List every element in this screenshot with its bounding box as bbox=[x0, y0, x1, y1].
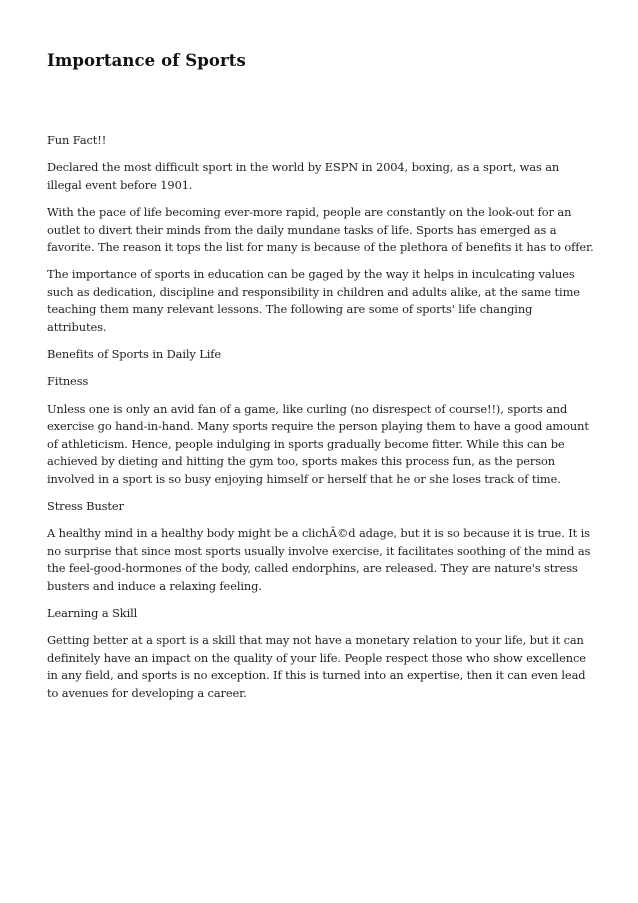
subheading-fitness: Fitness bbox=[47, 374, 89, 389]
paragraph-fun-fact-heading: Fun Fact!! bbox=[47, 133, 107, 147]
subheading-learning-skill: Learning a Skill bbox=[47, 605, 138, 620]
subheading-stress-buster: Stress Buster bbox=[47, 498, 124, 513]
paragraph-education: The importance of sports in education can be gaged by the way it helps in inculcating values such as dedication, discipline and responsibility in children and adults alike, at the same time teaching them many relevant lessons. The following are some of sports' life changing attributes. bbox=[47, 267, 580, 334]
paragraph-learning-skill: Getting better at a sport is a skill that may not have a monetary relation to your life, but it can definitely have an impact on the quality of your life. People respect those who show excellence in any field, and sports is no exception. If this is turned into an expertise, then it can even lead to avenues for developing a career. bbox=[47, 633, 586, 700]
paragraph-boxing-fact: Declared the most difficult sport in the world by ESPN in 2004, boxing, as a sport, was an illegal event before 1901. bbox=[47, 160, 560, 192]
document-content bbox=[47, 50, 595, 712]
paragraph-fitness: Unless one is only an avid fan of a game, like curling (no disrespect of course!!), sports and exercise go hand-in-hand. Many sports require the person playing them to have a good amount of athleticism. Hence, people indulging in sports gradually become fitter. While this can be achieved by dieting and hitting the gym too, sports makes this process fun, as the person involved in a sport is so busy enjoying himself or herself that he or she loses track of time. bbox=[47, 401, 589, 486]
document-title: Importance of Sports bbox=[47, 51, 246, 70]
document-body bbox=[47, 132, 595, 702]
section-heading-benefits: Benefits of Sports in Daily Life bbox=[47, 347, 222, 362]
paragraph-intro: With the pace of life becoming ever-more rapid, people are constantly on the look-out for an outlet to divert their minds from the daily mundane tasks of life. Sports has emerged as a favorite. The reason it tops the list for many is because of the plethora of benefits it has to offer. bbox=[47, 205, 594, 255]
paragraph-stress-buster: A healthy mind in a healthy body might be a clichÃ©d adage, but it is so because it is true. It is no surprise that since most sports usually involve exercise, it facilitates soothing of the mind as the feel-good-hormones of the body, called endorphins, are released. They are nature's stress busters and induce a relaxing feeling. bbox=[47, 526, 591, 593]
